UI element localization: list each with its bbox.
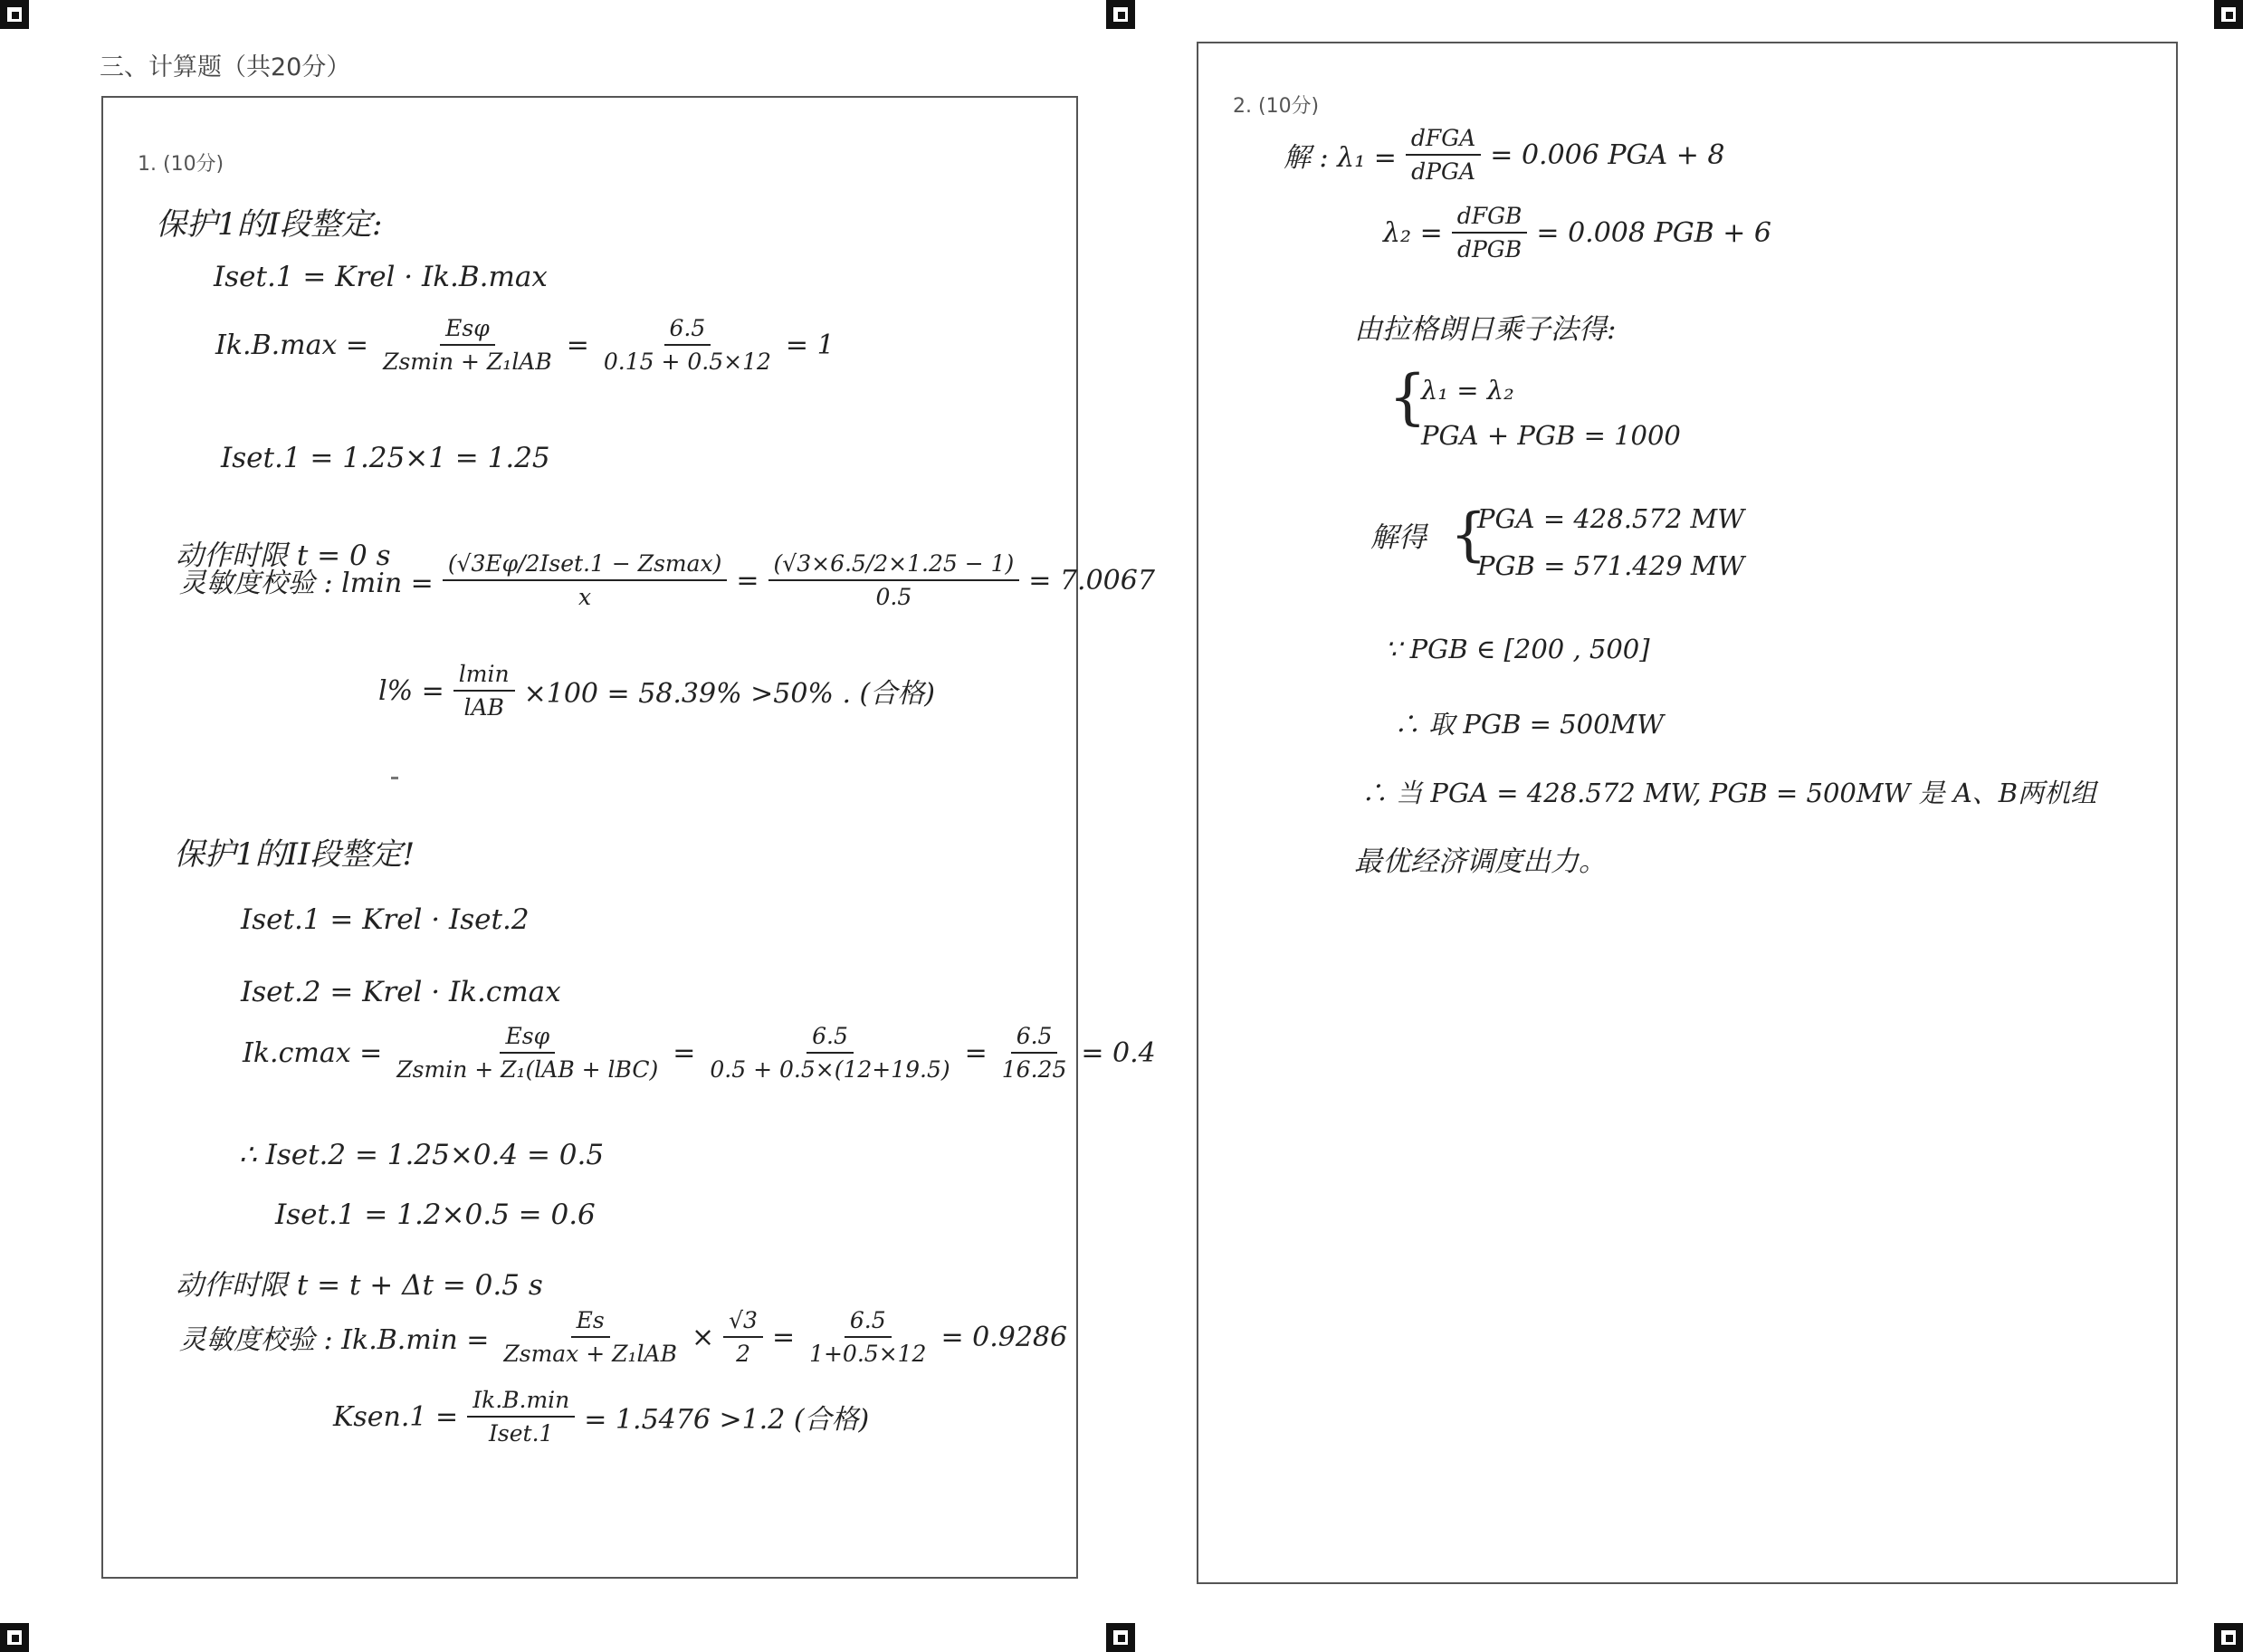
result: = 0.4 (1081, 1036, 1156, 1069)
denominator: Zsmin + Z₁(lAB + lBC) (396, 1056, 659, 1083)
equals: = (736, 564, 759, 597)
lhs: Ik.B.max = (215, 329, 369, 361)
result: ×100 = 58.39% >50% . (合格) (523, 678, 935, 710)
denominator: dPGA (1411, 158, 1476, 185)
corner-marker-bottom-center (1106, 1623, 1135, 1652)
corner-marker-top-left (0, 0, 29, 29)
equals: = (964, 1036, 988, 1069)
denominator: Zsmax + Z₁lAB (503, 1341, 677, 1367)
denominator: 2 (736, 1341, 750, 1367)
answer-box-q1 (101, 96, 1156, 1579)
result: = 0.006 PGA + 8 (1490, 138, 1725, 171)
lhs: l% = (378, 674, 444, 707)
s1-percent-check (375, 661, 939, 721)
solution-brace: { (1450, 501, 1487, 568)
s1-time-limit: 动作时限 t = 0 s (176, 540, 391, 572)
conclusion-line-2: 最优经济调度出力。 (1354, 845, 1607, 878)
s1-sensitivity-check (176, 550, 1159, 610)
denominator: lAB (463, 694, 504, 721)
constraint-line: ∵ PGB ∈ [200 , 500] (1385, 634, 1650, 664)
solution-pga: PGA = 428.572 MW (1477, 503, 1744, 534)
lhs: Ik.cmax = (243, 1036, 383, 1069)
take-value-line: ∴ 取 PGB = 500MW (1394, 709, 1665, 740)
s2-formula-iset1-value: Iset.1 = 1.2×0.5 = 0.6 (275, 1198, 596, 1231)
question-2-label: 2. (10分) (1233, 95, 1320, 118)
s2-formula-iset2: Iset.2 = Krel · Ik.cmax (241, 976, 561, 1008)
denominator: 0.15 + 0.5×12 (603, 349, 771, 375)
s2-formula-iset2-value: ∴ Iset.2 = 1.25×0.4 = 0.5 (239, 1139, 605, 1171)
result: = 1 (785, 329, 835, 361)
conclusion-line-1: ∴ 当 PGA = 428.572 MW, PGB = 500MW 是 A、B两机组 (1361, 778, 2097, 808)
numerator: 6.5 (664, 315, 711, 346)
numerator: Esφ (500, 1023, 555, 1054)
equals: = (771, 1321, 796, 1353)
numerator: Ik.B.min (467, 1387, 575, 1418)
s1-formula-iset: Iset.1 = Krel · Ik.B.max (214, 261, 548, 293)
solution-pgb: PGB = 571.429 MW (1477, 550, 1745, 581)
system-eq-2: PGA + PGB = 1000 (1421, 420, 1681, 451)
s2-ksen-check (329, 1387, 873, 1447)
numerator: 6.5 (807, 1023, 854, 1054)
s1-heading: 保护1的I段整定: (156, 206, 383, 243)
numerator: dFGB (1452, 203, 1528, 234)
lhs: 灵敏度校验 : lmin = (179, 568, 434, 599)
equals: = (673, 1036, 696, 1069)
numerator: 6.5 (1011, 1023, 1058, 1054)
system-brace: { (1389, 362, 1427, 432)
s2-time-limit: 动作时限 t = t + Δt = 0.5 s (176, 1269, 543, 1302)
s2-sensitivity-check (176, 1307, 1071, 1367)
section-title: 三、计算题（共20分） (100, 53, 351, 81)
numerator: 6.5 (845, 1307, 892, 1338)
s1-formula-ikbmax (212, 315, 838, 375)
s1-formula-iset-value: Iset.1 = 1.25×1 = 1.25 (221, 442, 550, 474)
solve-label: 解得 (1370, 521, 1427, 554)
lhs: 灵敏度校验 : Ik.B.min = (179, 1324, 490, 1356)
lambda2-equation (1379, 203, 1775, 263)
system-eq-1: λ₁ = λ₂ (1421, 375, 1514, 406)
lagrange-method-line: 由拉格朗日乘子法得: (1354, 313, 1617, 346)
equals: = (566, 329, 589, 361)
lhs: Ksen.1 = (333, 1400, 459, 1433)
numerator: Es (571, 1307, 610, 1338)
numerator: dFGA (1406, 125, 1481, 156)
denominator: Zsmin + Z₁lAB (383, 349, 552, 375)
times: × (691, 1321, 715, 1353)
result: = 0.9286 (940, 1321, 1068, 1353)
answer-box-q2 (1197, 42, 2178, 1584)
denominator: 1+0.5×12 (809, 1341, 927, 1367)
pen-mark (391, 777, 398, 779)
lambda1-equation (1280, 125, 1729, 185)
denominator: 0.5 (875, 584, 912, 610)
numerator: (√3Eφ/2Iset.1 − Zsmax) (443, 550, 728, 581)
s2-formula-ikcmax (239, 1023, 1160, 1083)
corner-marker-bottom-right (2214, 1623, 2243, 1652)
numerator: lmin (453, 661, 515, 692)
result: = 1.5476 >1.2 (合格) (584, 1404, 870, 1436)
denominator: dPGB (1456, 236, 1522, 263)
numerator: √3 (723, 1307, 763, 1338)
s2-heading: 保护1的II段整定! (174, 836, 415, 873)
denominator: x (578, 584, 592, 610)
result: = 0.008 PGB + 6 (1536, 216, 1772, 249)
denominator: 0.5 + 0.5×(12+19.5) (710, 1056, 950, 1083)
corner-marker-bottom-left (0, 1623, 29, 1652)
corner-marker-top-right (2214, 0, 2243, 29)
result: = 7.0067 (1028, 564, 1155, 597)
lhs: λ₂ = (1383, 216, 1443, 249)
denominator: 16.25 (1001, 1056, 1067, 1083)
denominator: Iset.1 (489, 1420, 554, 1447)
question-1-label: 1. (10分) (138, 153, 224, 176)
lhs: 解 : λ₁ = (1284, 142, 1397, 174)
corner-marker-top-center (1106, 0, 1135, 29)
numerator: (√3×6.5/2×1.25 − 1) (768, 550, 1020, 581)
numerator: Esφ (440, 315, 495, 346)
s2-formula-iset1: Iset.1 = Krel · Iset.2 (241, 903, 530, 936)
